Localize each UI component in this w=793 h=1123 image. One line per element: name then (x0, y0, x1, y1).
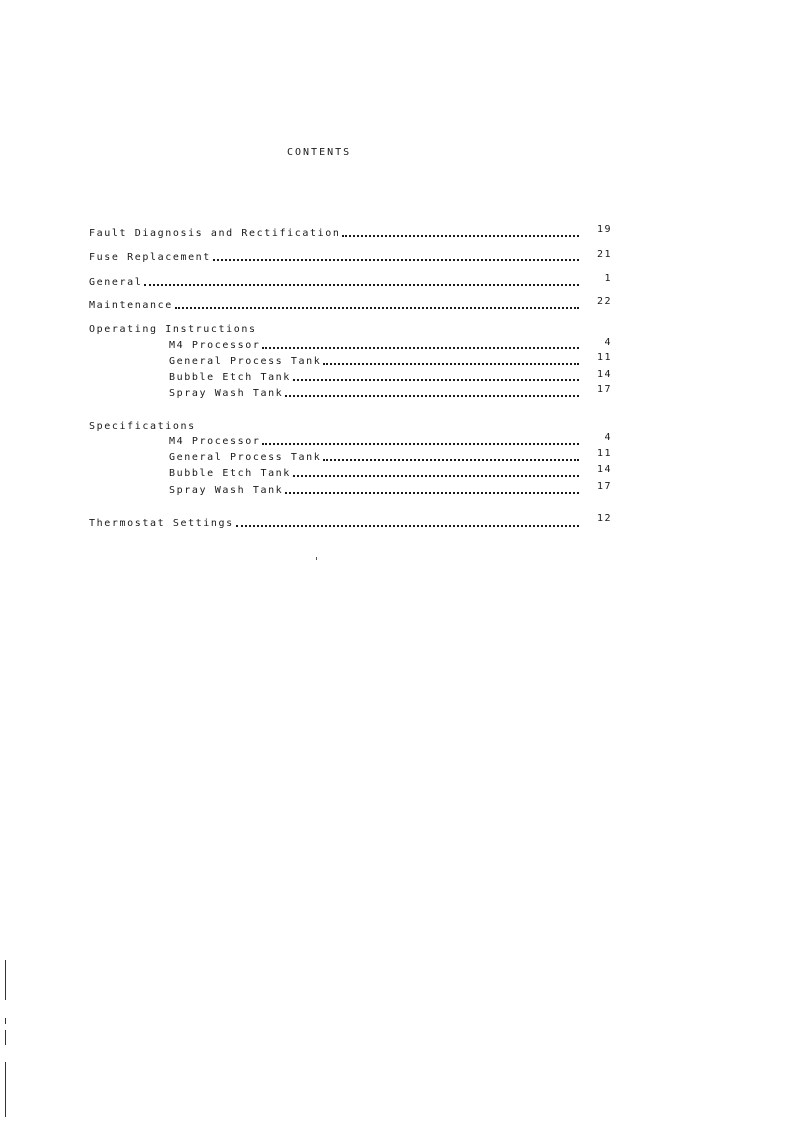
dot-leader (323, 357, 579, 367)
toc-subentry-spec-bubble-etch (169, 468, 579, 480)
dot-leader (262, 341, 579, 351)
toc-entry-page: 11 (596, 352, 612, 363)
toc-entry-label: Bubble Etch Tank (169, 468, 291, 479)
toc-entry-page: 17 (596, 481, 612, 492)
scan-speck (316, 557, 317, 560)
dot-leader (175, 301, 579, 311)
toc-entry-label: M4 Processor (169, 436, 261, 447)
toc-subentry-operating-general-process (169, 356, 579, 368)
toc-entry-label: General Process Tank (169, 356, 322, 367)
toc-entry-page: 4 (604, 337, 612, 348)
toc-entry-label: Bubble Etch Tank (169, 372, 291, 383)
toc-entry-label: M4 Processor (169, 340, 261, 351)
dot-leader (285, 389, 579, 399)
toc-entry-page: 12 (596, 513, 612, 524)
toc-entry-label: Fault Diagnosis and Rectification (89, 228, 341, 239)
toc-entry-page: 22 (596, 296, 612, 307)
section-heading-operating: Operating Instructions (89, 324, 257, 335)
toc-entry-fuse-replacement (89, 252, 579, 264)
toc-entry-label: Fuse Replacement (89, 252, 211, 263)
page-title: CONTENTS (287, 147, 352, 158)
toc-entry-page: 19 (596, 224, 612, 235)
toc-entry-label: General Process Tank (169, 452, 322, 463)
toc-subentry-operating-spray-wash (169, 388, 579, 400)
dot-leader (293, 373, 579, 383)
toc-entry-page: 14 (596, 369, 612, 380)
dot-leader (342, 229, 579, 239)
dot-leader (262, 437, 579, 447)
toc-entry-label: Thermostat Settings (89, 518, 234, 529)
toc-entry-label: General (89, 277, 143, 288)
toc-entry-page: 4 (604, 432, 612, 443)
toc-entry-page: 17 (596, 384, 612, 395)
dot-leader (213, 253, 579, 263)
toc-entry-general (89, 277, 579, 289)
toc-entry-page: 14 (596, 464, 612, 475)
toc-subentry-operating-m4 (169, 340, 579, 352)
toc-subentry-spec-general-process (169, 452, 579, 464)
section-heading-specifications: Specifications (89, 421, 196, 432)
toc-entry-label: Spray Wash Tank (169, 388, 284, 399)
toc-entry-label: Spray Wash Tank (169, 485, 284, 496)
scan-margin-mark (5, 960, 6, 1000)
toc-entry-thermostat-settings (89, 518, 579, 530)
dot-leader (323, 453, 579, 463)
toc-entry-maintenance (89, 300, 579, 312)
scan-margin-mark (5, 1030, 6, 1045)
toc-entry-page: 21 (596, 249, 612, 260)
scan-margin-mark (5, 1018, 6, 1024)
dot-leader (236, 519, 579, 529)
toc-entry-page: 1 (604, 273, 612, 284)
dot-leader (144, 278, 579, 288)
dot-leader (285, 486, 579, 496)
toc-subentry-operating-bubble-etch (169, 372, 579, 384)
toc-subentry-spec-m4 (169, 436, 579, 448)
dot-leader (293, 469, 579, 479)
scan-margin-mark (5, 1062, 6, 1117)
toc-entry-fault-diagnosis (89, 228, 579, 240)
toc-subentry-spec-spray-wash (169, 485, 579, 497)
toc-entry-page: 11 (596, 448, 612, 459)
toc-entry-label: Maintenance (89, 300, 173, 311)
